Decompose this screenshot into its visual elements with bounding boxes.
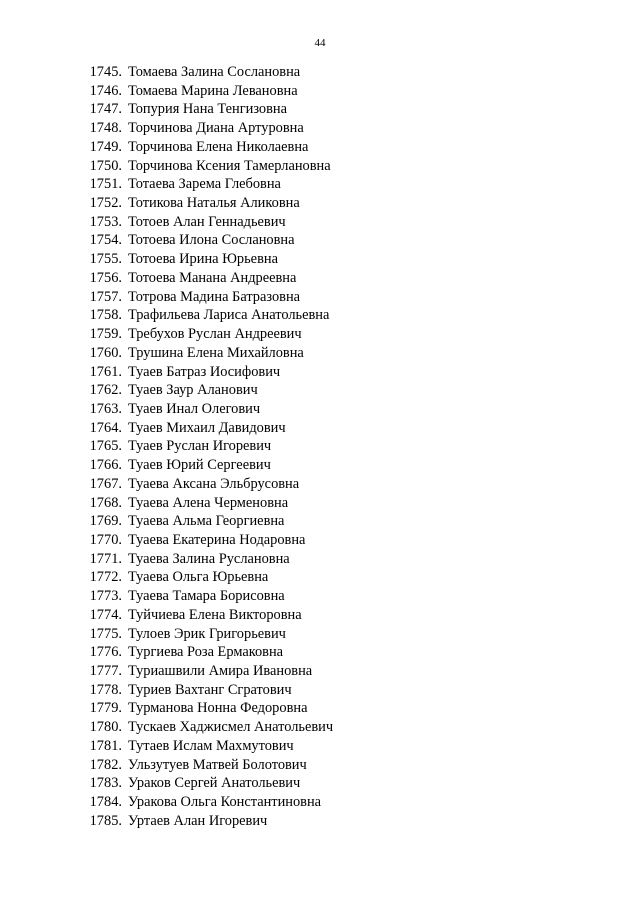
item-name: Туаева Екатерина Нодаровна xyxy=(128,531,306,548)
list-item xyxy=(0,363,640,382)
item-name: Туаева Альма Георгиевна xyxy=(128,513,285,530)
list-item xyxy=(0,250,640,269)
list-item xyxy=(0,400,640,419)
item-number: 1750. xyxy=(89,157,122,174)
item-number: 1753. xyxy=(89,213,122,230)
item-name: Туаева Алена Черменовна xyxy=(128,494,289,511)
item-number: 1785. xyxy=(89,812,122,829)
item-name: Туаев Юрий Сергеевич xyxy=(128,457,271,474)
item-number: 1771. xyxy=(89,550,122,567)
list-item xyxy=(0,793,640,812)
item-name: Туаев Инал Олегович xyxy=(128,400,261,417)
item-name: Тотоева Ирина Юрьевна xyxy=(128,251,278,268)
list-item xyxy=(0,269,640,288)
item-number: 1777. xyxy=(89,663,122,679)
item-name: Торчинова Ксения Тамерлановна xyxy=(128,157,331,174)
list-item xyxy=(0,512,640,531)
list-item xyxy=(0,138,640,157)
list-item xyxy=(0,306,640,325)
item-number: 1749. xyxy=(89,138,122,155)
item-name: Тулоев Эрик Григорьевич xyxy=(128,625,286,642)
item-number: 1765. xyxy=(89,438,122,455)
item-name: Туаев Михаил Давидович xyxy=(128,419,286,436)
page-number: 44 xyxy=(314,37,326,49)
item-number: 1766. xyxy=(89,457,122,474)
list-item xyxy=(0,606,640,625)
list-item xyxy=(0,381,640,400)
item-number: 1747. xyxy=(89,101,122,118)
item-number: 1781. xyxy=(89,737,122,754)
item-name: Топурия Нана Тенгизовна xyxy=(128,101,287,118)
item-number: 1774. xyxy=(89,606,122,623)
item-name: Туаев Руслан Игоревич xyxy=(128,438,272,455)
list-item xyxy=(0,119,640,138)
item-number: 1775. xyxy=(89,625,122,642)
list-item xyxy=(0,63,640,82)
list-item xyxy=(0,681,640,700)
item-name: Тотикова Наталья Аликовна xyxy=(128,195,300,212)
list-item xyxy=(0,213,640,232)
item-number: 1770. xyxy=(89,531,122,548)
list-item xyxy=(0,531,640,550)
item-number: 1762. xyxy=(89,382,122,399)
item-name: Туаева Ольга Юрьевна xyxy=(128,569,269,586)
item-number: 1784. xyxy=(89,794,122,811)
item-name: Туриашвили Амира Ивановна xyxy=(128,663,313,679)
list-item xyxy=(0,419,640,438)
item-number: 1759. xyxy=(89,326,122,343)
list-item xyxy=(0,699,640,718)
item-name: Ульзутуев Матвей Болотович xyxy=(128,756,307,773)
list-item xyxy=(0,568,640,587)
item-number: 1745. xyxy=(89,64,122,80)
list-item xyxy=(0,100,640,119)
list-item xyxy=(0,625,640,644)
item-number: 1782. xyxy=(89,756,122,773)
item-number: 1773. xyxy=(89,588,122,605)
item-number: 1769. xyxy=(89,513,122,530)
item-name: Туаев Заур Аланович xyxy=(128,382,258,399)
item-name: Тотоева Манана Андреевна xyxy=(128,269,297,286)
item-number: 1772. xyxy=(89,569,122,586)
list-item xyxy=(0,344,640,363)
list-item xyxy=(0,325,640,344)
list-item xyxy=(0,662,640,681)
list-item xyxy=(0,774,640,793)
item-name: Трафильева Лариса Анатольевна xyxy=(128,307,330,324)
item-name: Туаев Батраз Иосифович xyxy=(128,363,281,380)
item-name: Тотаева Зарема Глебовна xyxy=(128,176,281,193)
item-name: Тотрова Мадина Батразовна xyxy=(128,288,301,305)
name-list xyxy=(0,63,640,830)
item-number: 1755. xyxy=(89,251,122,268)
item-number: 1746. xyxy=(89,82,122,99)
list-item xyxy=(0,737,640,756)
item-name: Тотоев Алан Геннадьевич xyxy=(128,213,286,230)
item-name: Томаева Залина Сослановна xyxy=(128,64,301,80)
list-item xyxy=(0,175,640,194)
item-name: Туаева Тамара Борисовна xyxy=(128,588,285,605)
item-number: 1779. xyxy=(89,700,122,717)
list-item xyxy=(0,550,640,569)
item-name: Торчинова Диана Артуровна xyxy=(128,120,304,137)
item-number: 1751. xyxy=(89,176,122,193)
list-item xyxy=(0,494,640,513)
item-name: Ураков Сергей Анатольевич xyxy=(128,775,301,792)
item-number: 1783. xyxy=(89,775,122,792)
item-number: 1776. xyxy=(89,644,122,661)
item-number: 1780. xyxy=(89,719,122,736)
item-name: Трушина Елена Михайловна xyxy=(128,344,304,361)
item-name: Томаева Марина Левановна xyxy=(128,82,298,99)
list-item xyxy=(0,643,640,662)
list-item xyxy=(0,812,640,831)
item-name: Тотоева Илона Сослановна xyxy=(128,232,295,249)
item-name: Туйчиева Елена Викторовна xyxy=(128,606,302,623)
item-number: 1754. xyxy=(89,232,122,249)
item-number: 1752. xyxy=(89,195,122,212)
item-name: Уртаев Алан Игоревич xyxy=(128,812,268,829)
item-number: 1768. xyxy=(89,494,122,511)
item-name: Требухов Руслан Андреевич xyxy=(128,326,302,343)
item-number: 1756. xyxy=(89,269,122,286)
list-item xyxy=(0,82,640,101)
item-name: Тутаев Ислам Махмутович xyxy=(128,737,294,754)
item-name: Турманова Нонна Федоровна xyxy=(128,700,308,717)
item-name: Туриев Вахтанг Сгратович xyxy=(128,681,292,698)
item-name: Торчинова Елена Николаевна xyxy=(128,138,309,155)
item-name: Туаева Залина Руслановна xyxy=(128,550,290,567)
item-number: 1767. xyxy=(89,475,122,492)
list-item xyxy=(0,437,640,456)
list-item xyxy=(0,288,640,307)
item-name: Тургиева Роза Ермаковна xyxy=(128,644,284,661)
item-number: 1761. xyxy=(89,363,122,380)
item-number: 1748. xyxy=(89,120,122,137)
item-number: 1760. xyxy=(89,344,122,361)
list-item xyxy=(0,718,640,737)
item-number: 1763. xyxy=(89,400,122,417)
list-item xyxy=(0,157,640,176)
item-number: 1758. xyxy=(89,307,122,324)
list-item xyxy=(0,587,640,606)
list-item xyxy=(0,475,640,494)
item-number: 1778. xyxy=(89,681,122,698)
list-item xyxy=(0,231,640,250)
list-item xyxy=(0,194,640,213)
item-name: Туаева Аксана Эльбрусовна xyxy=(128,475,300,492)
item-number: 1757. xyxy=(89,288,122,305)
item-name: Уракова Ольга Константиновна xyxy=(128,794,322,811)
item-number: 1764. xyxy=(89,419,122,436)
list-item xyxy=(0,456,640,475)
list-item xyxy=(0,756,640,775)
item-name: Тускаев Хаджисмел Анатольевич xyxy=(128,719,334,736)
